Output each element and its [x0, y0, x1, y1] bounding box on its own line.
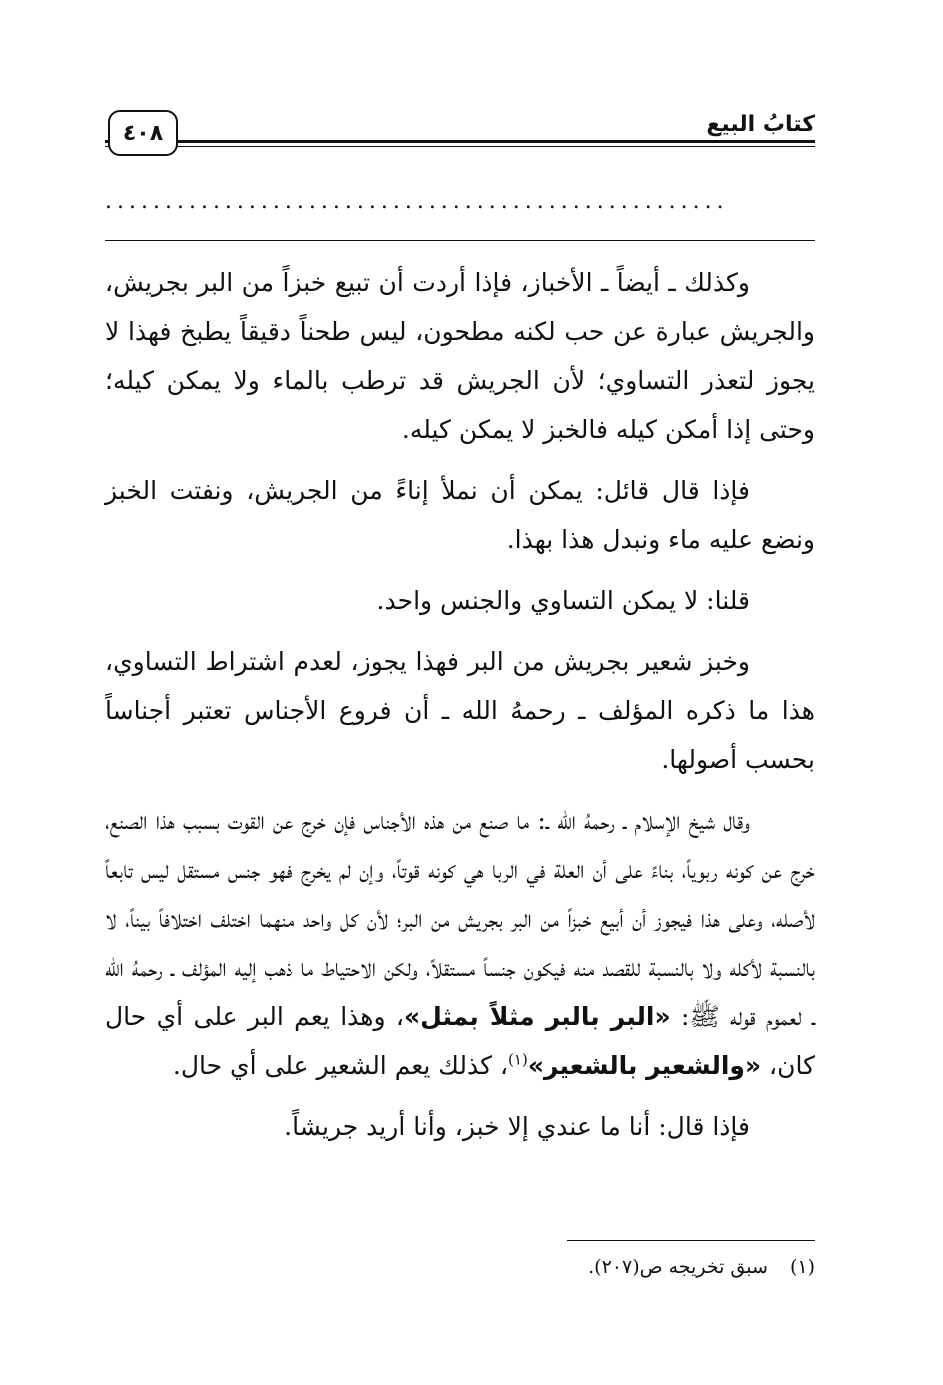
paragraph-5-part-b: ، وهذا يعم البر على أي حال كان، [105, 1002, 815, 1080]
text-top-rule [105, 240, 815, 241]
paragraph-6: فإذا قال: أنا ما عندي إلا خبز، وأنا أريد جريشاً. [284, 1112, 750, 1141]
footnote-rule [567, 1240, 815, 1241]
paragraph-1: وكذلك ـ أيضاً ـ الأخباز، فإذا أردت أن تبيع خبزاً من البر بجريش، والجريش عبارة عن حب لكنه مطحون، ليس طحناً دقيقاً يطبخ فهذا لا يجوز لتعذر التساوي؛ لأن الجريش قد ترطب بالماء ولا يمكن كيله؛ وحتى إذا أمكن كيله فالخبز لا يمكن كيله. [105, 268, 815, 444]
paragraph-2: فإذا قال قائل: يمكن أن نملأ إناءً من الجريش، ونفتت الخبز ونضع عليه ماء ونبدل هذا بهذا. [105, 476, 815, 554]
paragraph-4: وخبز شعير بجريش من البر فهذا يجوز، لعدم اشتراط التساوي، هذا ما ذكره المؤلف ـ رحمهُ الله ـ أن فروع الأجناس تعتبر أجناساً بحسب أصولها. [105, 647, 815, 774]
footnote-number: (١) [789, 1256, 815, 1278]
footnote-text: سبق تخريجه ص(٢٠٧). [588, 1256, 768, 1278]
hadith-quote-wheat: «البر بالبر مثلاً بمثل» [403, 1002, 671, 1031]
header-double-rule [105, 140, 815, 147]
paragraph-3: قلنا: لا يمكن التساوي والجنس واحد. [376, 586, 750, 615]
page-header [105, 104, 815, 156]
footnote-ref[interactable]: (١) [508, 1050, 528, 1069]
dotted-separator: .................................................... [105, 189, 729, 214]
footnote-1 [215, 1252, 815, 1282]
paragraph-5 [105, 796, 815, 1090]
paragraph-5-part-a: وقال شيخ الإسلام ـ رحمهُ الله ـ: ما صنع من هذه الأجناس فإن خرج عن القوت بسبب هذا الصنع، خرج عن كونه ربوياً، بناءً على أن العلة في الربا هي كونه قوتاً، وإن لم يخرج فهو جنس مستقل ليس تابعاً لأصله، وعلى هذا فيجوز أن أبيع خبزاً من البر بجريش من البر؛ لأن كل واحد منهما اختلف اختلافاً بيناً، لا بالنسبة لأكله ولا بالنسبة للقصد منه فيكون جنساً مستقلاً، ولكن الاحتياط ما ذهب إليه المؤلف ـ رحمهُ الله ـ لعموم قوله ﷺ: [105, 806, 815, 1031]
chapter-title: كتابُ البيع [706, 112, 815, 137]
body-text [105, 258, 815, 1163]
paragraph-5-part-c: ، كذلك يعم الشعير على أي حال. [172, 1051, 509, 1080]
page-number: ٤٠٨ [108, 110, 178, 156]
hadith-quote-barley: «والشعير بالشعير» [527, 1051, 762, 1080]
